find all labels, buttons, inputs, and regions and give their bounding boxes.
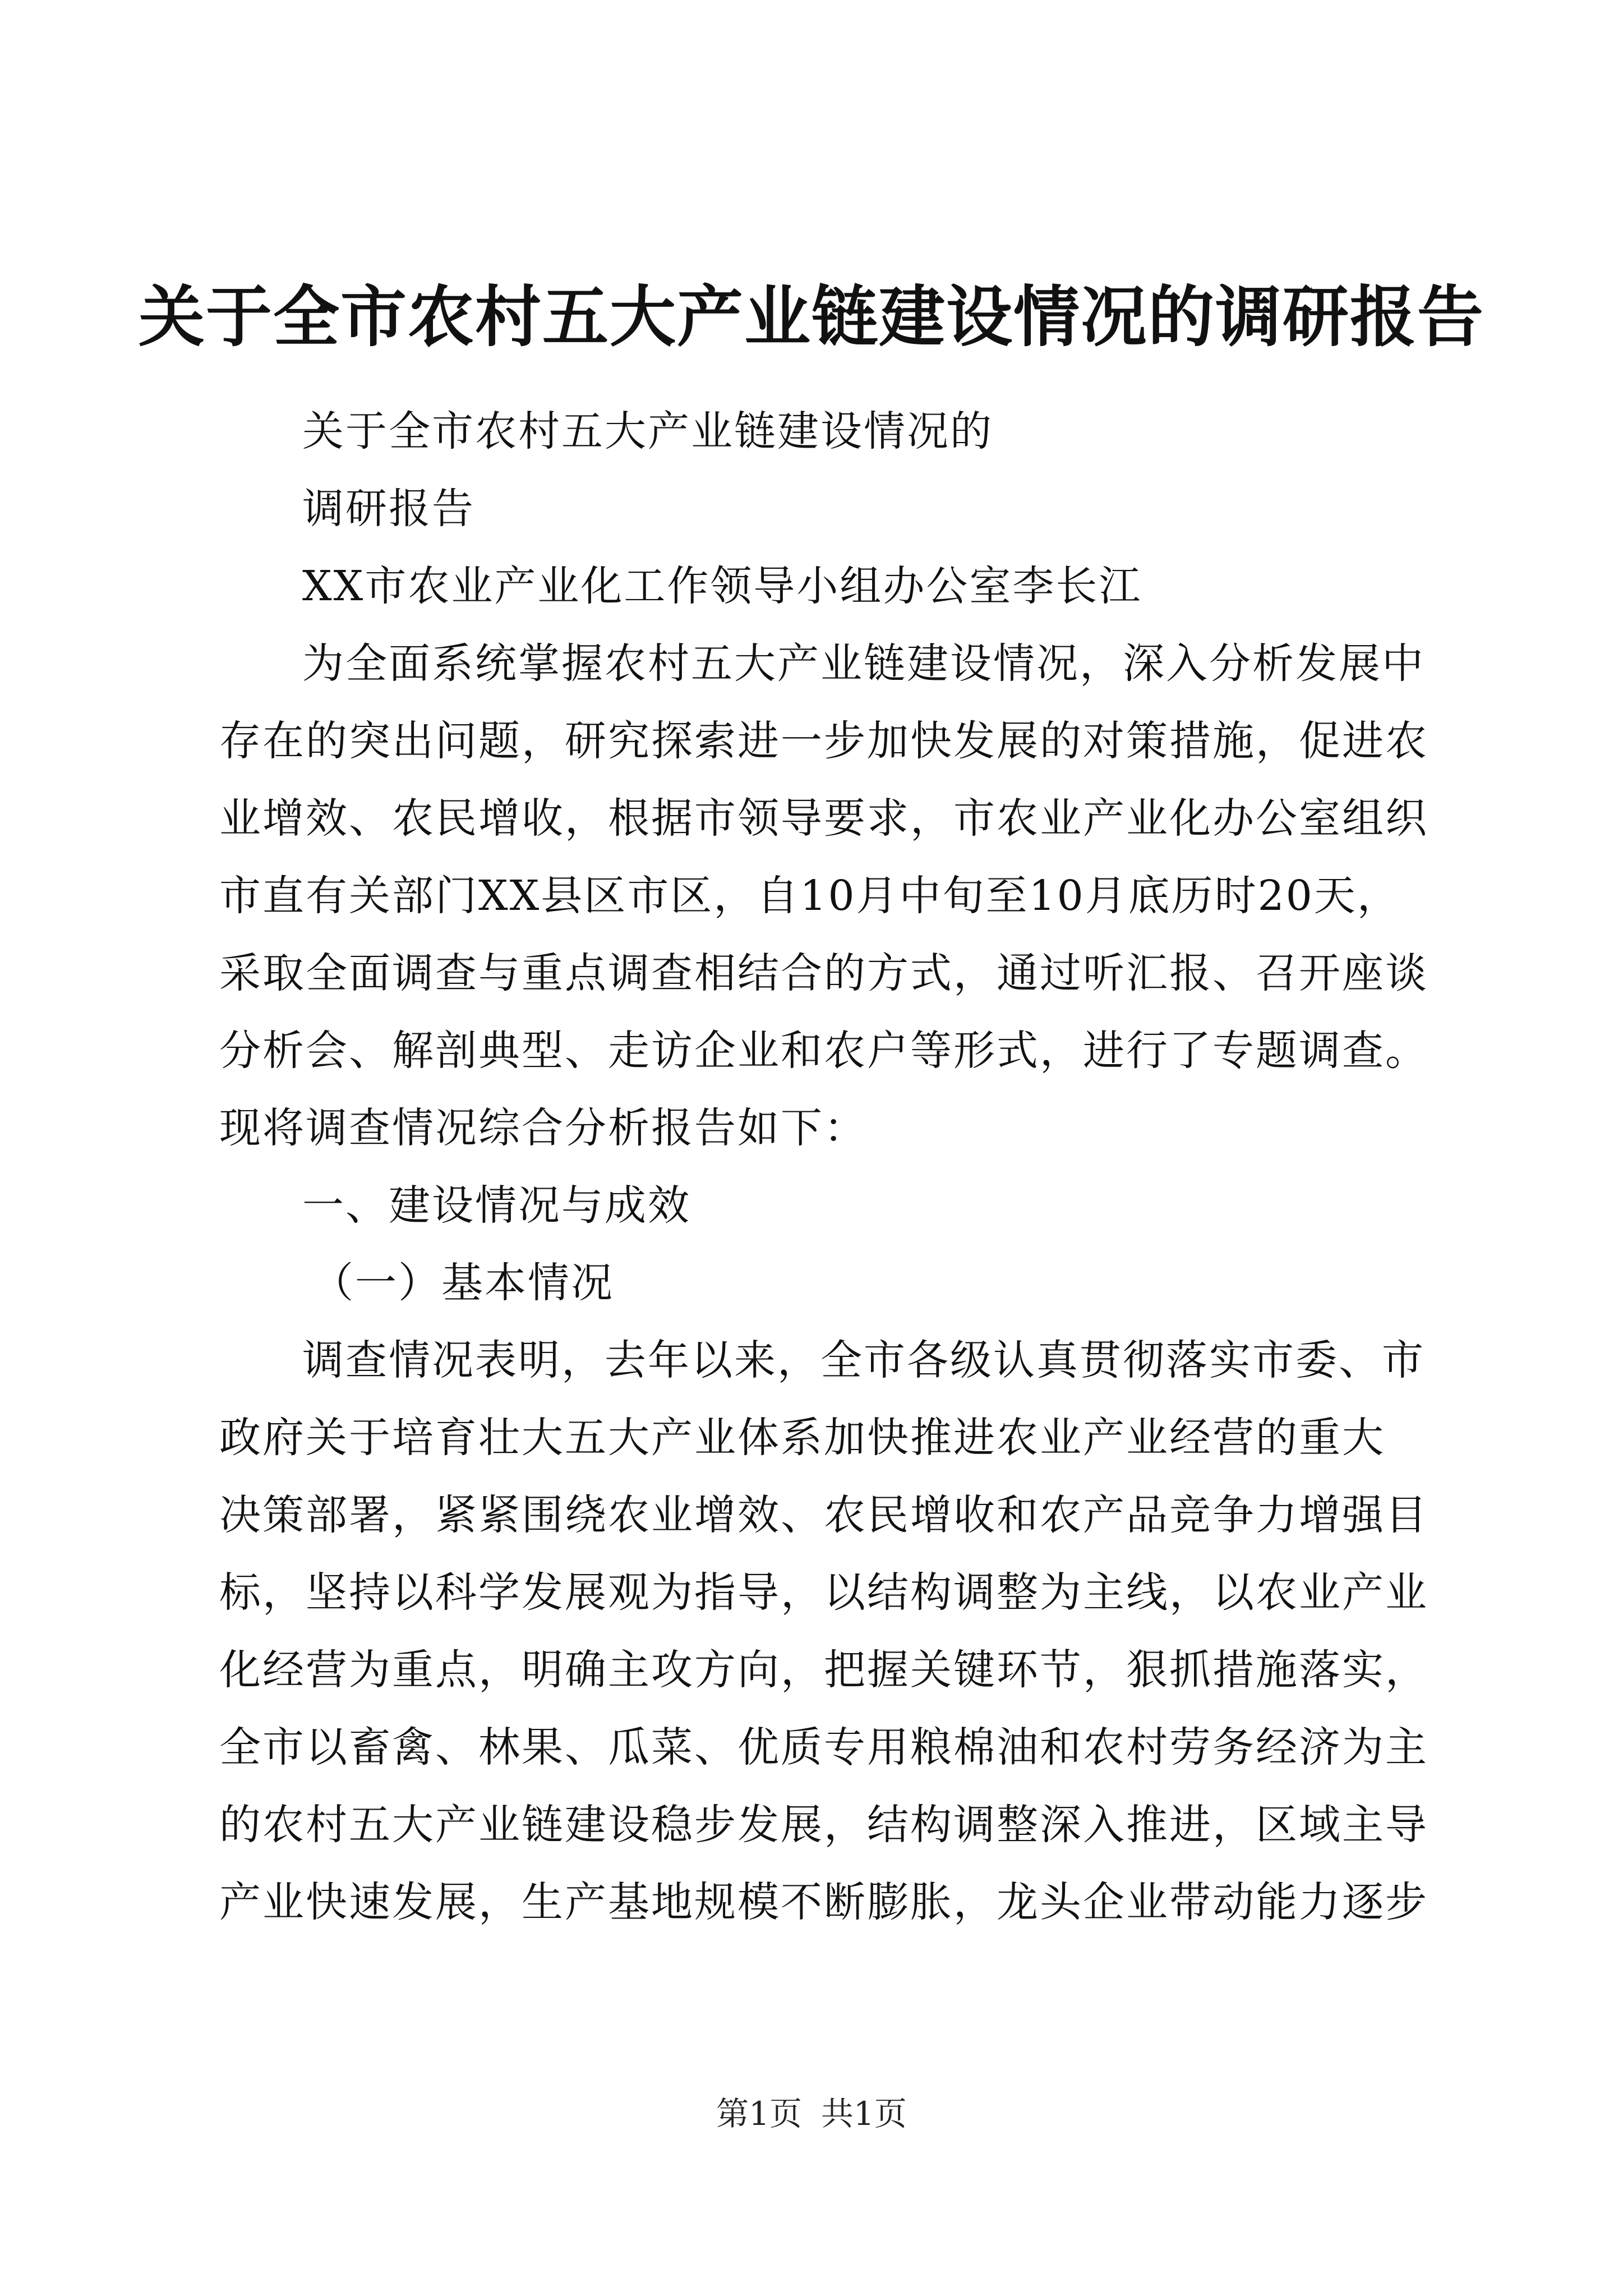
section-paragraph-line: 标，坚持以科学发展观为指导，以结构调整为主线，以农业产业 xyxy=(219,1568,1428,1617)
intro-paragraph-line: 业增效、农民增收，根据市领导要求，市农业产业化办公室组织 xyxy=(219,794,1428,843)
section-paragraph-line: 的农村五大产业链建设稳步发展，结构调整深入推进，区域主导 xyxy=(219,1801,1428,1849)
section-paragraph-line: 决策部署，紧紧围绕农业增效、农民增收和农产品竞争力增强目 xyxy=(219,1491,1428,1539)
page-footer xyxy=(0,2091,1623,2136)
subsection-heading: （一）基本情况 xyxy=(312,1259,614,1307)
subtitle-line-2: 调研报告 xyxy=(302,485,475,533)
intro-paragraph-line: 现将调查情况综合分析报告如下： xyxy=(219,1104,867,1152)
author-line: XX市农业产业化工作领导小组办公室李长江 xyxy=(302,562,1142,610)
subtitle-line-1: 关于全市农村五大产业链建设情况的 xyxy=(302,407,993,455)
document-title: 关于全市农村五大产业链建设情况的调研报告 xyxy=(138,278,1484,356)
section-heading: 一、建设情况与成效 xyxy=(302,1181,691,1230)
section-paragraph-line: 政府关于培育壮大五大产业体系加快推进农业产业经营的重大 xyxy=(219,1414,1385,1462)
section-paragraph-line: 调查情况表明，去年以来，全市各级认真贯彻落实市委、市 xyxy=(302,1336,1425,1384)
section-paragraph-line: 全市以畜禽、林果、瓜菜、优质专用粮棉油和农村劳务经济为主 xyxy=(219,1723,1428,1772)
document-body xyxy=(219,393,1428,1941)
intro-paragraph-line: 为全面系统掌握农村五大产业链建设情况，深入分析发展中 xyxy=(302,639,1425,688)
section-paragraph-line: 产业快速发展，生产基地规模不断膨胀，龙头企业带动能力逐步 xyxy=(219,1878,1428,1926)
intro-paragraph-line: 市直有关部门XX县区市区，自10月中旬至10月底历时20天， xyxy=(219,872,1400,920)
intro-paragraph-line: 采取全面调查与重点调查相结合的方式，通过听汇报、召开座谈 xyxy=(219,949,1428,997)
section-paragraph-line: 化经营为重点，明确主攻方向，把握关键环节，狠抓措施落实， xyxy=(219,1646,1428,1694)
page-total: 共1页 xyxy=(821,2095,907,2133)
page-number: 第1页 xyxy=(716,2095,802,2133)
intro-paragraph-line: 分析会、解剖典型、走访企业和农户等形式，进行了专题调查。 xyxy=(219,1027,1428,1075)
intro-paragraph-line: 存在的突出问题，研究探索进一步加快发展的对策措施，促进农 xyxy=(219,717,1428,765)
